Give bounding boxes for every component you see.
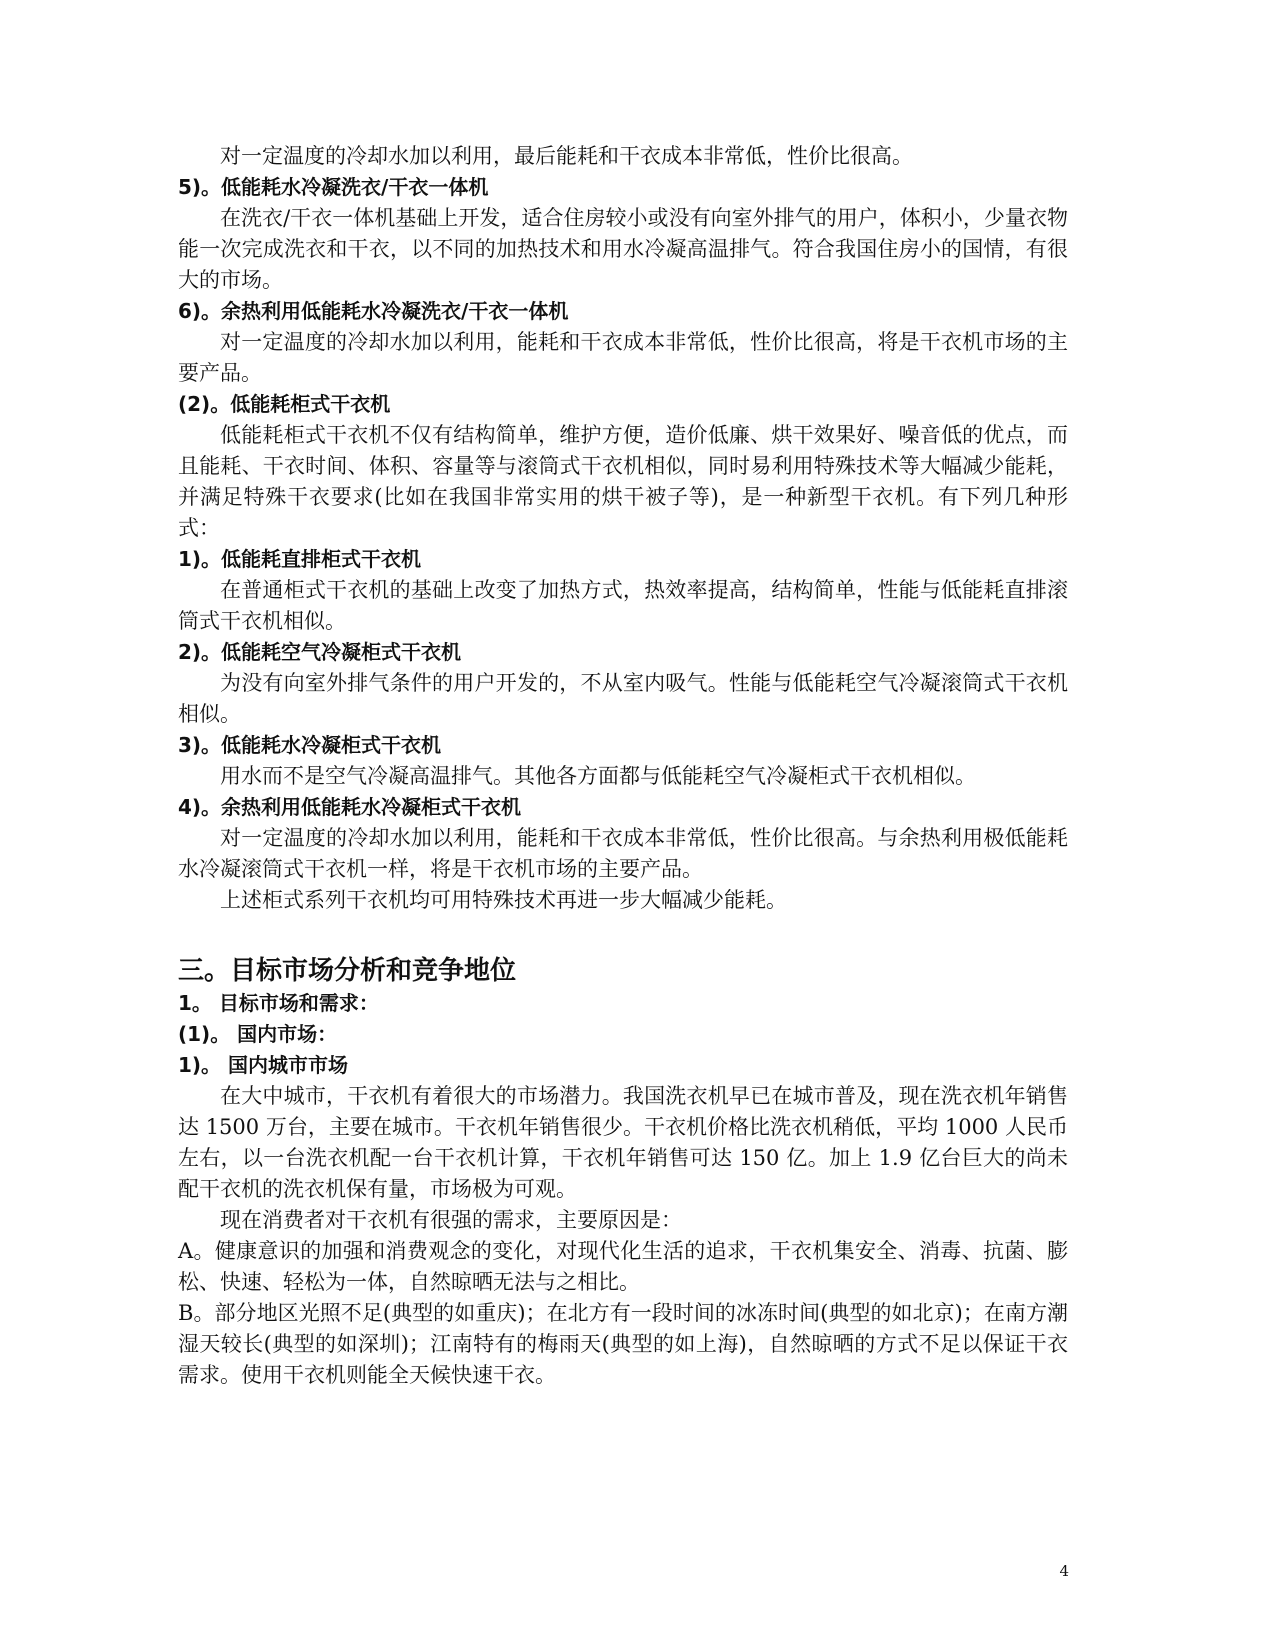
section-heading: 6)。余热利用低能耗水冷凝洗衣/干衣一体机 xyxy=(178,299,569,323)
section-heading: (1)。 国内市场： xyxy=(178,1022,338,1046)
paragraph: 低能耗柜式干衣机不仅有结构简单，维护方便，造价低廉、烘干效果好、噪音低的优点，而且能耗、干衣时间、体积、容量等与滚筒式干衣机相似，同时易利用特殊技术等大幅减少能耗，并满足特殊干衣要求(比如在我国非常实用的烘干被子等)，是一种新型干衣机。有下列几种形式： xyxy=(178,423,1068,540)
paragraph: 对一定温度的冷却水加以利用，能耗和干衣成本非常低，性价比很高。与余热利用极低能耗水冷凝滚筒式干衣机一样，将是干衣机市场的主要产品。 xyxy=(178,826,1068,881)
section-heading: 4)。余热利用低能耗水冷凝柜式干衣机 xyxy=(178,795,522,819)
paragraph: 上述柜式系列干衣机均可用特殊技术再进一步大幅减少能耗。 xyxy=(220,888,787,912)
paragraph: 对一定温度的冷却水加以利用，能耗和干衣成本非常低，性价比很高，将是干衣机市场的主要产品。 xyxy=(178,330,1068,385)
paragraph: 为没有向室外排气条件的用户开发的，不从室内吸气。性能与低能耗空气冷凝滚筒式干衣机相似。 xyxy=(178,671,1068,726)
paragraph: 现在消费者对干衣机有很强的需求，主要原因是： xyxy=(220,1208,682,1232)
section-heading: 1)。低能耗直排柜式干衣机 xyxy=(178,547,422,571)
list-paragraph: B。部分地区光照不足(典型的如重庆)；在北方有一段时间的冰冻时间(典型的如北京)；在南方潮湿天较长(典型的如深圳)；江南特有的梅雨天(典型的如上海)，自然晾晒的方式不足以保证干衣需求。使用干衣机则能全天候快速干衣。 xyxy=(178,1301,1068,1387)
paragraph: 在洗衣/干衣一体机基础上开发，适合住房较小或没有向室外排气的用户，体积小，少量衣物能一次完成洗衣和干衣，以不同的加热技术和用水冷凝高温排气。符合我国住房小的国情，有很大的市场。 xyxy=(178,206,1068,292)
section-heading: 2)。低能耗空气冷凝柜式干衣机 xyxy=(178,640,462,664)
section-heading: 3)。低能耗水冷凝柜式干衣机 xyxy=(178,733,442,757)
paragraph: 对一定温度的冷却水加以利用，最后能耗和干衣成本非常低，性价比很高。 xyxy=(220,144,913,168)
list-paragraph: A。健康意识的加强和消费观念的变化，对现代化生活的追求，干衣机集安全、消毒、抗菌、膨松、快速、轻松为一体，自然晾晒无法与之相比。 xyxy=(178,1239,1068,1294)
paragraph: 在大中城市，干衣机有着很大的市场潜力。我国洗衣机早已在城市普及，现在洗衣机年销售达 1500 万台，主要在城市。干衣机年销售很少。干衣机价格比洗衣机稍低，平均 1000 人民币左右，以一台洗衣机配一台干衣机计算，干衣机年销售可达 150 亿。加上 1.9 亿台巨大的尚未配干衣机的洗衣机保有量，市场极为可观。 xyxy=(178,1084,1068,1201)
section-heading: 1。 目标市场和需求： xyxy=(178,991,379,1015)
page-number: 4 xyxy=(1059,1562,1069,1580)
section-heading: (2)。低能耗柜式干衣机 xyxy=(178,392,391,416)
document-body xyxy=(178,141,1068,1391)
section-heading: 5)。低能耗水冷凝洗衣/干衣一体机 xyxy=(178,175,489,199)
paragraph: 用水而不是空气冷凝高温排气。其他各方面都与低能耗空气冷凝柜式干衣机相似。 xyxy=(220,764,976,788)
paragraph: 在普通柜式干衣机的基础上改变了加热方式，热效率提高，结构简单，性能与低能耗直排滚筒式干衣机相似。 xyxy=(178,578,1068,633)
chapter-heading: 三。目标市场分析和竞争地位 xyxy=(178,956,517,986)
section-heading: 1)。 国内城市市场 xyxy=(178,1053,349,1077)
